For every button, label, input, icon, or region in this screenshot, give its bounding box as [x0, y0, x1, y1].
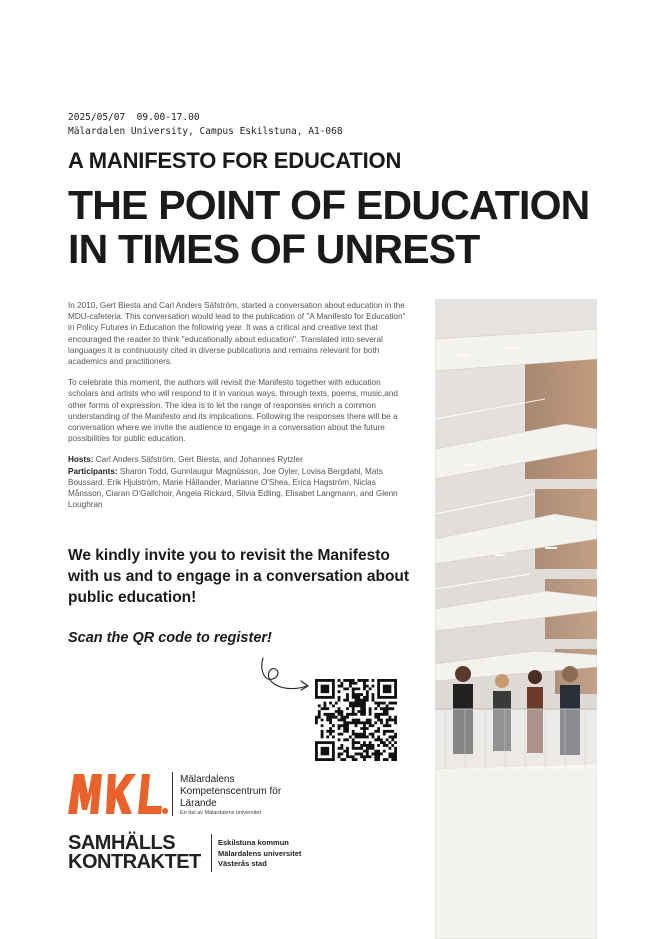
mkl-name: Mälardalens Kompetenscentrum för Lärande: [180, 774, 282, 809]
samhallskontraktet-logo: [68, 834, 201, 872]
participants-line: [68, 466, 410, 511]
sk-partner-1: Eskilstuna kommun: [218, 838, 289, 847]
title-line-1: THE POINT OF EDUCATION: [68, 182, 590, 228]
sk-partners: [218, 838, 301, 870]
title-line-2: IN TIMES OF UNREST: [68, 226, 480, 272]
sk-partner-2: Mälardalens universitet: [218, 848, 302, 858]
atrium-photo: [435, 299, 597, 939]
sk-line-1: SAMHÄLLS: [68, 832, 176, 854]
mkl-subtitle: En del av Mälardalens universitet: [180, 810, 262, 816]
hosts-line: [68, 454, 410, 465]
event-datetime: 2025/05/07 09.00-17.00: [68, 112, 200, 123]
hosts-label: Hosts:: [68, 455, 94, 465]
mkl-divider: [172, 772, 173, 816]
body-paragraph-1: In 2010, Gert Biesta and Carl Anders Säfström, started a conversation about education in the MDU-cafeteria. This conversation would lead to the publication of "A Manifesto for Education" in Policy Futures in Education the following year. It was a critical and creative text that encouraged the reader to think "educationally about education". Translated into several languages it is continuously cited in diverse publications and remains relevant for both academics and practitioners.: [68, 301, 406, 367]
participants-label: Participants:: [68, 466, 118, 476]
qr-finder-pattern: [316, 743, 333, 760]
sk-partner-3: Västerås stad: [218, 859, 267, 868]
atrium-illustration: [435, 299, 597, 939]
kicker-heading: A MANIFESTO FOR EDUCATION: [68, 148, 402, 173]
hosts-names: Carl Anders Säfström, Gert Biesta, and Johannes Rytzler: [95, 455, 303, 465]
scan-cta: Scan the QR code to register!: [68, 630, 272, 646]
qr-finder-pattern: [316, 680, 333, 697]
qr-code-icon[interactable]: [315, 679, 397, 761]
sk-divider: [211, 834, 212, 872]
mkl-logo: [68, 772, 178, 821]
qr-finder-pattern: [379, 680, 396, 697]
page-title: [68, 183, 589, 271]
body-text: [68, 300, 410, 510]
sk-line-2: KONTRAKTET: [68, 851, 201, 873]
participants-names: Sharon Todd, Gunnlaugur Magnússon, Joe Oyler, Lovisa Bergdahl, Mats Boussard, Erik Hjulström, Marie Hållander, Marianne O'Shea, Erica Hagström, Niclas Månsson, Ciaran O'Gallchoir, Angela Rickard, Silvia Edling, Elisabet Langmann, and Glenn Loughran: [68, 466, 398, 510]
mkl-logo-mark: [68, 772, 168, 816]
event-info: [68, 111, 343, 139]
arrow-icon: [255, 650, 315, 700]
event-location: Mälardalen University, Campus Eskilstuna, A1-068: [68, 126, 343, 137]
invitation-text: We kindly invite you to revisit the Manifesto with us and to engage in a conversation about public education!: [68, 547, 410, 606]
body-paragraph-2: To celebrate this moment, the authors will revisit the Manifesto together with education scholars and artists who will respond to it in various ways, through texts, poems, music,and other forms of expression. The idea is to let the range of responses enrich a common understanding of the Manifesto and its implications. Following the responses there will be a conversation where we invite the audience to engage in a conversation about the future possibilities for public education.: [68, 378, 398, 444]
